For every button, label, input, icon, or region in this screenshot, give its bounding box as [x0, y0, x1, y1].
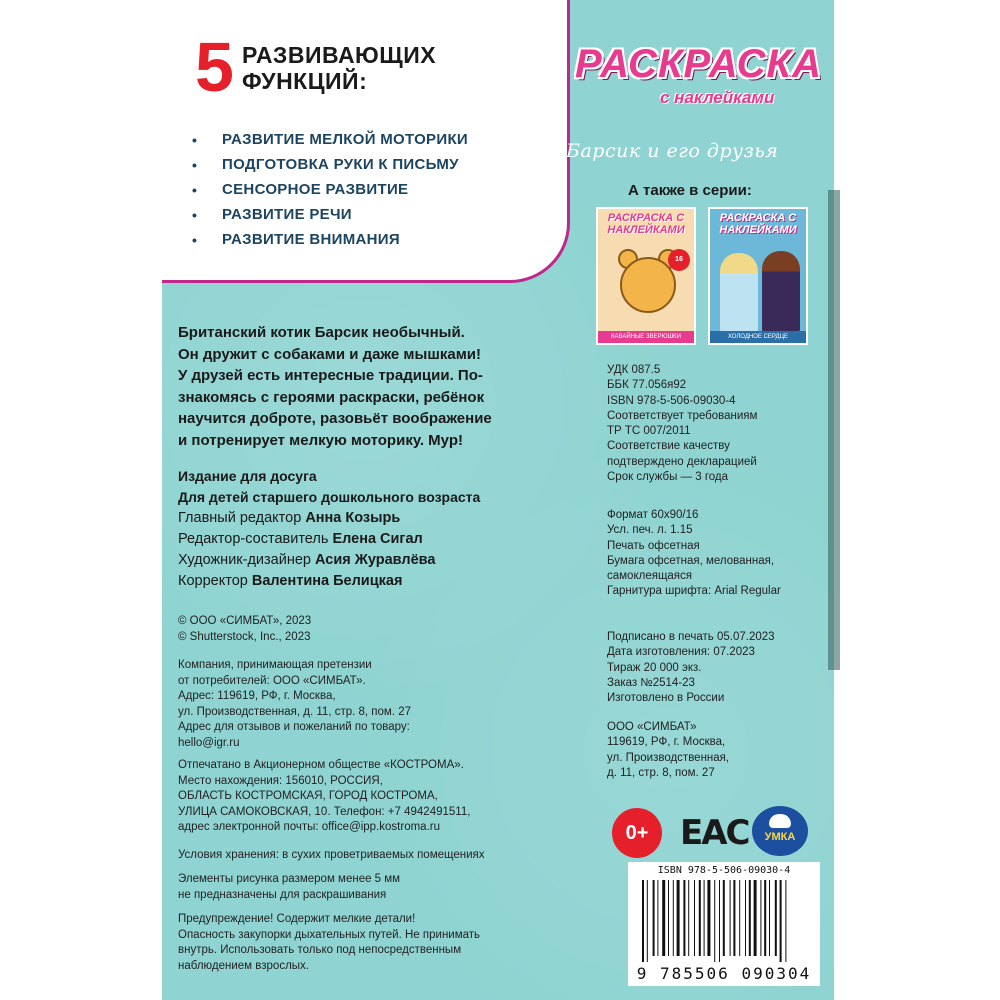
barcode-bar	[714, 880, 715, 962]
barcode-bar	[704, 880, 705, 956]
printer-info: Отпечатано в Акционерном обществе «КОСТРОМА». Место нахождения: 156010, РОССИЯ, ОБЛАСТЬ КОСТРОМСКАЯ, ГОРОД КОСТРОМА, УЛИЦА САМОКОВСКАЯ, 10. Телефон: +7 4942491511, адрес электронной почты: office@ipp.kostroma.ru	[178, 759, 471, 833]
thumbnail-caption: КАВАЙНЫЕ ЗВЕРЮШКИ	[598, 331, 694, 343]
audience-info: Издание для досуга Для детей старшего дошкольного возраста	[178, 468, 481, 505]
list-item: • ПОДГОТОВКА РУКИ К ПИСЬМУ	[192, 156, 459, 173]
functions-title-line2: ФУНКЦИЙ:	[242, 68, 368, 95]
credits-list	[178, 508, 435, 592]
barcode-bar	[707, 880, 710, 956]
barcode	[628, 862, 820, 986]
bullet-icon: •	[192, 206, 198, 223]
small-elements-note: Элементы рисунка размером менее 5 мм не предназначены для раскрашивания	[178, 873, 401, 901]
barcode-bar	[673, 880, 674, 956]
credit-row: Художник-дизайнер Асия Журавлёва	[178, 552, 436, 568]
list-item: • РАЗВИТИЕ РЕЧИ	[192, 206, 352, 223]
bullet-icon: •	[192, 156, 198, 173]
logo-title: РАСКРАСКА	[575, 42, 822, 86]
format-info: Формат 60х90/16 Усл. печ. л. 1.15 Печать офсетная Бумага офсетная, мелованная, самоклеящаяся Гарнитура шрифта: Arial Regular	[607, 509, 781, 598]
barcode-isbn: ISBN 978-5-506-09030-4	[657, 865, 791, 876]
barcode-bar	[764, 880, 766, 956]
copyright-info: © ООО «СИМБАТ», 2023 © Shutterstock, Inc., 2023	[178, 615, 312, 643]
functions-list	[192, 127, 468, 252]
barcode-bar	[719, 880, 720, 962]
bullet-icon: •	[192, 231, 198, 248]
barcode-digits: 9 785506 090304	[636, 964, 812, 983]
barcode-bar	[683, 880, 685, 956]
barcode-bars-icon	[640, 880, 810, 962]
princess-illustration-icon	[720, 253, 758, 333]
bullet-icon: •	[192, 131, 198, 148]
page-edge-shadow	[828, 190, 840, 670]
barcode-bar	[662, 880, 665, 956]
bullet-icon: •	[192, 181, 198, 198]
barcode-bar	[745, 880, 746, 956]
book-description: Британский котик Барсик необычный. Он дружит с собаками и даже мышками! У друзей есть интересные традиции. По- знакомясь с героями раскраски, ребёнок научится доброте, разовьёт воображение и потренирует мелкую моторику. Мур!	[178, 324, 492, 449]
list-item: • РАЗВИТИЕ ВНИМАНИЯ	[192, 231, 400, 248]
company-info: Компания, принимающая претензии от потребителей: ООО «СИМБАТ». Адрес: 119619, РФ, г. Москва, ул. Производственная, д. 11, стр. 8, пом. 27 Адрес для отзывов и пожеланий по товару: hello@igr.ru	[178, 659, 412, 749]
sticker-count-badge: 16	[668, 249, 690, 271]
barcode-bar	[730, 880, 731, 956]
also-in-series-heading: А также в серии:	[628, 182, 752, 199]
barcode-bar	[653, 880, 655, 956]
thumbnail-caption: ХОЛОДНОЕ СЕРДЦЕ	[710, 331, 806, 343]
credit-row: Корректор Валентина Белицкая	[178, 573, 403, 589]
tech-info: УДК 087.5 ББК 77.056я92 ISBN 978-5-506-09030-4 Соответствует требованиям ТР ТС 007/2011 Соответствие качеству подтверждено декларацией Срок службы — 3 года	[607, 364, 758, 484]
barcode-bar	[688, 880, 689, 956]
princess-illustration-icon	[762, 251, 800, 333]
list-item: • РАЗВИТИЕ МЕЛКОЙ МОТОРИКИ	[192, 131, 468, 148]
publisher-info: ООО «СИМБАТ» 119619, РФ, г. Москва, ул. Производственная, д. 11, стр. 8, пом. 27	[607, 721, 730, 779]
storage-conditions: Условия хранения: в сухих проветриваемых помещениях	[178, 849, 485, 861]
logo-subtitle: с наклейками	[660, 88, 775, 107]
barcode-bar	[785, 880, 786, 962]
barcode-bar	[749, 880, 751, 956]
bear-icon	[769, 814, 791, 828]
print-info: Подписано в печать 05.07.2023 Дата изготовления: 07.2023 Тираж 20 000 экз. Заказ №2514-23 Изготовлено в России	[607, 631, 775, 705]
warning-note: Предупреждение! Содержит мелкие детали! Опасность закупорки дыхательных путей. Не принимать внутрь. Использовать только под непосредственным наблюдением взрослых.	[178, 913, 481, 972]
barcode-bar	[694, 880, 695, 956]
barcode-bar	[657, 880, 658, 956]
bear-illustration-icon	[620, 257, 676, 313]
barcode-bar	[769, 880, 770, 956]
series-title: Барсик и его друзья	[566, 140, 779, 162]
thumbnail-title: РАСКРАСКА С НАКЛЕЙКАМИ	[719, 212, 797, 236]
barcode-bar	[733, 880, 735, 956]
barcode-bar	[754, 880, 757, 956]
functions-title	[242, 42, 436, 95]
barcode-bar	[642, 880, 644, 962]
eac-mark-icon: EAC	[680, 813, 749, 853]
barcode-bar	[699, 880, 701, 956]
barcode-bar	[647, 880, 648, 962]
series-book-thumbnail	[708, 207, 808, 345]
barcode-bar	[760, 880, 761, 956]
list-item: • СЕНСОРНОЕ РАЗВИТИЕ	[192, 181, 409, 198]
age-rating-badge: 0+	[612, 808, 662, 858]
functions-number: 5	[195, 28, 234, 106]
thumbnail-title: РАСКРАСКА С НАКЛЕЙКАМИ	[607, 212, 685, 236]
barcode-bar	[677, 880, 680, 956]
credit-row: Редактор-составитель Елена Сигал	[178, 531, 423, 547]
barcode-bar	[775, 880, 777, 956]
barcode-bar	[739, 880, 740, 956]
barcode-bar	[780, 880, 782, 962]
functions-title-line1: РАЗВИВАЮЩИХ	[242, 42, 437, 68]
barcode-bar	[723, 880, 725, 956]
barcode-bar	[668, 880, 669, 956]
credit-row: Главный редактор Анна Козырь	[178, 510, 401, 526]
umka-logo-icon: УМКА	[752, 806, 808, 856]
